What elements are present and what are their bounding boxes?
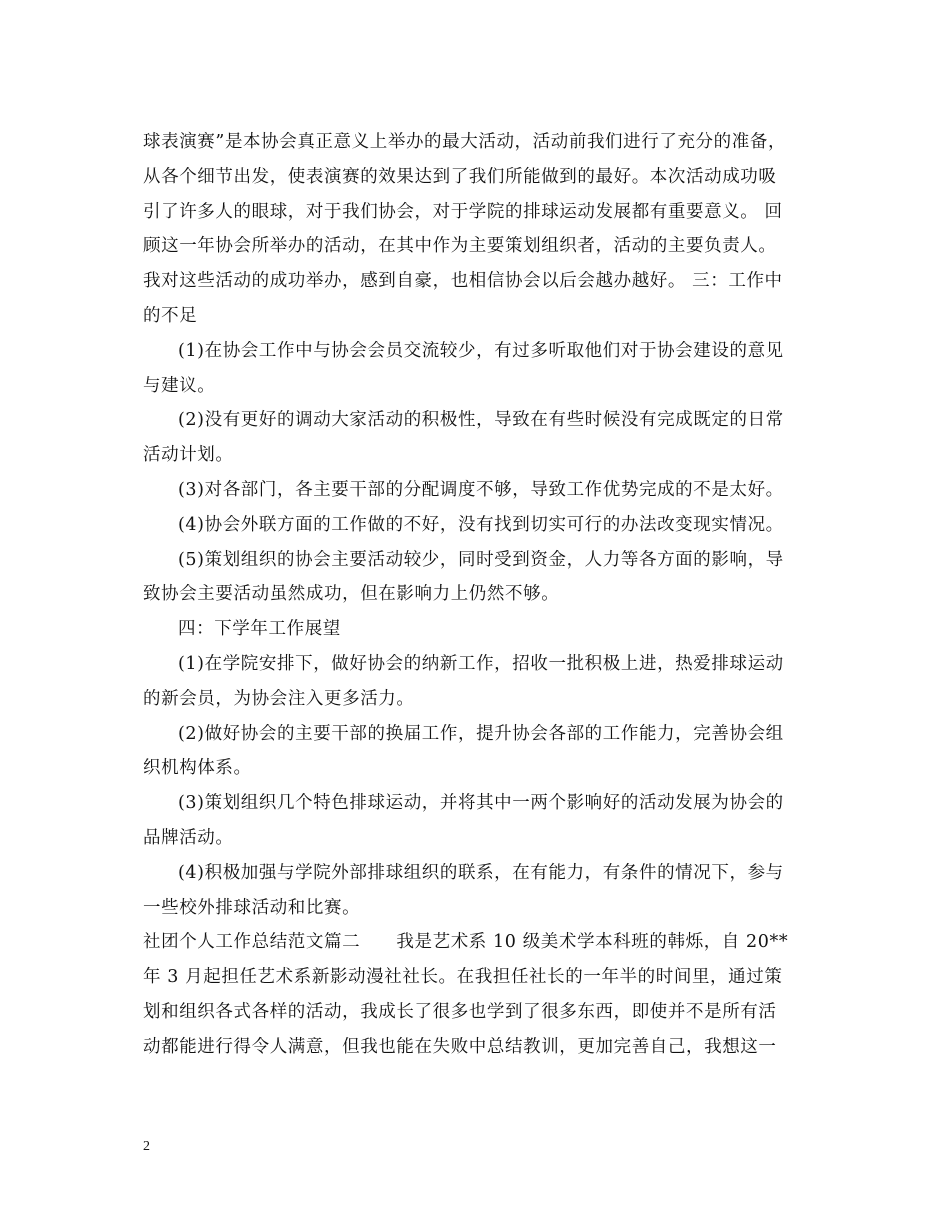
text-line: 的不足 bbox=[143, 305, 198, 326]
text-line: 的新会员，为协会注入更多活力。 bbox=[143, 688, 415, 709]
text-line: 动都能进行得令人满意，但我也能在失败中总结教训，更加完善自己，我想这一 bbox=[143, 1036, 777, 1057]
text-line: 致协会主要活动虽然成功，但在影响力上仍然不够。 bbox=[143, 584, 560, 605]
text-line: 品牌活动。 bbox=[143, 827, 234, 848]
text-line: 划和组织各式各样的活动，我成长了很多也学到了很多东西，即使并不是所有活 bbox=[143, 1001, 777, 1022]
text-line: 球表演赛”是本协会真正意义上举办的最大活动，活动前我们进行了充分的准备， bbox=[143, 132, 787, 152]
text-line: (4)积极加强与学院外部排球组织的联系，在有能力，有条件的情况下，参与 bbox=[178, 862, 784, 883]
page-number: 2 bbox=[143, 1139, 150, 1154]
text-line: 从各个细节出发，使表演赛的效果达到了我们所能做到的最好。本次活动成功吸 bbox=[143, 166, 777, 187]
text-line: 引了许多人的眼球，对于我们协会，对于学院的排球运动发展都有重要意义。 回 bbox=[143, 201, 783, 222]
text-line: (5)策划组织的协会主要活动较少，同时受到资金，人力等各方面的影响，导 bbox=[178, 549, 784, 570]
text-line: 一些校外排球活动和比赛。 bbox=[143, 897, 361, 918]
text-line: (1)在协会工作中与协会会员交流较少，有过多听取他们对于协会建设的意见 bbox=[178, 340, 784, 361]
text-line: (4)协会外联方面的工作做的不好，没有找到切实可行的办法改变现实情况。 bbox=[178, 514, 784, 535]
text-line: 与建议。 bbox=[143, 375, 216, 396]
text-line: 顾这一年协会所举办的活动，在其中作为主要策划组织者，活动的主要负责人。 bbox=[143, 236, 777, 257]
text-line: 我对这些活动的成功举办，感到自豪，也相信协会以后会越办越好。 三：工作中 bbox=[143, 271, 783, 292]
text-line: (2)做好协会的主要干部的换届工作，提升协会各部的工作能力，完善协会组 bbox=[178, 723, 784, 744]
text-line: (3)对各部门，各主要干部的分配调度不够，导致工作优势完成的不是太好。 bbox=[178, 479, 784, 500]
body-text bbox=[143, 125, 808, 1065]
text-line: 活动计划。 bbox=[143, 445, 234, 466]
text-line: 四：下学年工作展望 bbox=[178, 619, 341, 640]
text-line: (1)在学院安排下，做好协会的纳新工作，招收一批积极上进，热爱排球运动 bbox=[178, 653, 784, 674]
text-line: 年 3 月起担任艺术系新影动漫社社长。在我担任社长的一年半的时间里，通过策 bbox=[143, 967, 783, 988]
text-line: (2)没有更好的调动大家活动的积极性，导致在有些时候没有完成既定的日常 bbox=[178, 410, 784, 431]
text-line: 社团个人工作总结范文篇二 我是艺术系 10 级美术学本科班的韩烁，自 20** bbox=[143, 932, 789, 953]
text-line: 织机构体系。 bbox=[143, 758, 252, 779]
text-line: (3)策划组织几个特色排球运动，并将其中一两个影响好的活动发展为协会的 bbox=[178, 793, 784, 814]
